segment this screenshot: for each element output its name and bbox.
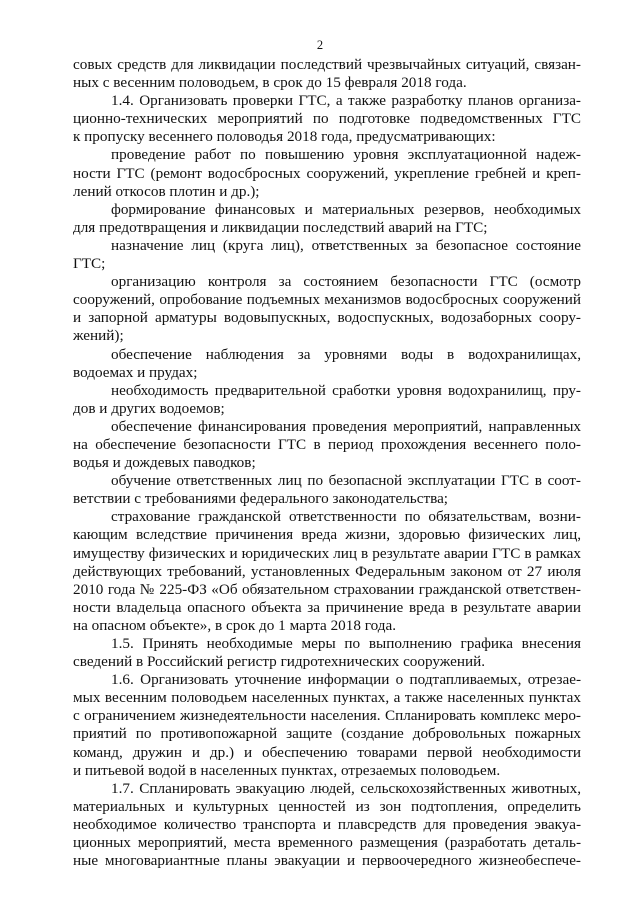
text-line: ГТС;: [73, 255, 106, 273]
text-line: ности ГТС (ремонт водосбросных сооружений, укрепление гребней и креп-: [73, 164, 581, 182]
text-line: страхование гражданской ответственности по обязательствам, возни-: [111, 508, 581, 526]
text-line: 1.7. Спланировать эвакуацию людей, сельскохозяйственных животных,: [111, 779, 581, 797]
text-line: на опасном объекте», в срок до 1 марта 2018 года.: [73, 616, 397, 634]
text-line: и питьевой водой в населенных пунктах, отрезаемых половодьем.: [73, 761, 501, 779]
text-line: водоемах и прудах;: [73, 363, 198, 381]
text-line: обучение ответственных лиц по безопасной эксплуатации ГТС в соот-: [111, 472, 581, 490]
text-line: проведение работ по повышению уровня эксплуатационной надеж-: [111, 146, 581, 164]
text-line: на обеспечение безопасности ГТС в период прохождения весеннего поло-: [73, 435, 581, 453]
text-line: мых весенним половодьем населенных пунктах, а также населенных пунктах: [73, 689, 581, 707]
text-line: с ограничением жизнедеятельности населения. Спланировать комплекс меро-: [73, 707, 581, 725]
text-line: 1.5. Принять необходимые меры по выполнению графика внесения: [111, 635, 581, 652]
text-line: ности владельца опасного объекта за причинение вреда в результате аварии: [73, 598, 581, 616]
text-line: для предотвращения и ликвидации последствий аварий на ГТС;: [73, 218, 488, 236]
text-line: водья и дождевых паводков;: [73, 454, 256, 472]
text-line: действующих требований, установленных Федеральным законом от 27 июля: [73, 562, 581, 580]
text-line: к пропуску весеннего половодья 2018 года, предусматривающих:: [73, 128, 496, 146]
text-line: обеспечение наблюдения за уровнями воды в водохранилищах,: [111, 345, 581, 363]
text-line: ветствии с требованиями федерального законодательства;: [73, 490, 449, 508]
text-line: жений);: [73, 327, 124, 345]
page-number: 2: [316, 38, 324, 52]
text-line: сооружений, опробование подъемных механизмов водосбросных сооружений: [73, 291, 581, 309]
text-line: ные многовариантные планы эвакуации и первоочередного жизнеобеспече-: [73, 852, 581, 870]
text-line: дов и других водоемов;: [73, 399, 225, 417]
text-line: организацию контроля за состоянием безопасности ГТС (осмотр: [111, 273, 581, 291]
text-line: необходимость предварительной сработки уровня водохранилищ, пру-: [111, 381, 581, 399]
text-line: 1.6. Организовать уточнение информации о подтапливаемых, отрезае-: [111, 671, 581, 689]
text-line: кающим вследствие причинения вреда жизни, здоровью физических лиц,: [73, 526, 581, 544]
document-body: [73, 56, 581, 870]
text-line: формирование финансовых и материальных резервов, необходимых: [111, 200, 581, 218]
text-line: команд, дружин и др.) и обеспечению товарами первой необходимости: [73, 743, 581, 761]
text-line: имуществу физических и юридических лиц в результате аварии ГТС в рамках: [73, 544, 581, 562]
text-line: и запорной арматуры водовыпускных, водоспускных, водозаборных соору-: [73, 309, 581, 327]
text-line: ных с весенним половодьем, в срок до 15 февраля 2018 года.: [73, 74, 467, 92]
text-line: материальных и культурных ценностей из зон подтопления, определить: [73, 797, 581, 815]
text-line: необходимое количество транспорта и плавсредств для проведения эвакуа-: [73, 815, 581, 833]
text-line: приятий по противопожарной защите (создание добровольных пожарных: [73, 725, 581, 743]
text-line: назначение лиц (круга лиц), ответственных за безопасное состояние: [111, 236, 581, 254]
text-line: совых средств для ликвидации последствий чрезвычайных ситуаций, связан-: [73, 56, 581, 73]
text-line: лений откосов плотин и др.);: [73, 182, 260, 200]
text-line: ционных мероприятий, места временного размещения (разработать деталь-: [73, 834, 581, 852]
text-line: сведений в Российский регистр гидротехнических сооружений.: [73, 653, 485, 671]
text-line: 2010 года № 225-ФЗ «Об обязательном страховании гражданской ответствен-: [73, 580, 581, 598]
text-line: обеспечение финансирования проведения мероприятий, направленных: [111, 417, 581, 435]
text-line: 1.4. Организовать проверки ГТС, а также разработку планов организа-: [111, 92, 581, 110]
text-line: ционно-технических мероприятий по подготовке подведомственных ГТС: [73, 110, 581, 128]
